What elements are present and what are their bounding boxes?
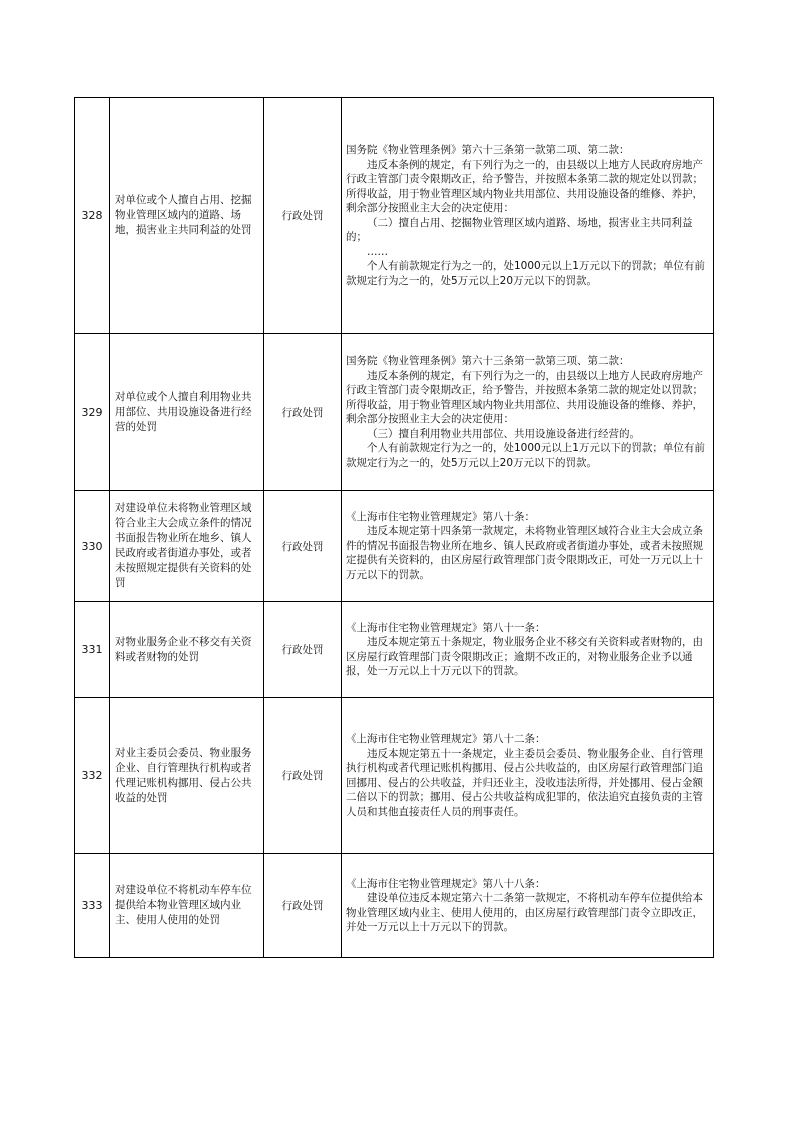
item-subject: 对建设单位不将机动车停车位提供给本物业管理区域内业主、使用人使用的处罚 <box>110 854 264 958</box>
basis-heading: 《上海市住宅物业管理规定》第八十一条： <box>346 621 546 634</box>
basis-paragraph: 个人有前款规定行为之一的，处1000元以上1万元以下的罚款；单位有前款规定行为之一的，处5万元以上20万元以下的罚款。 <box>346 260 705 287</box>
table-row <box>75 698 714 854</box>
item-number: 332 <box>75 698 110 854</box>
basis-heading: 国务院《物业管理条例》第六十三条第一款第二项、第二款： <box>346 144 630 156</box>
basis-ellipsis: …… <box>367 245 388 258</box>
item-kind: 行政处罚 <box>264 334 342 491</box>
penalty-table <box>74 97 714 958</box>
item-legal-basis <box>342 334 714 491</box>
basis-paragraph: 违反本条例的规定，有下列行为之一的，由县级以上地方人民政府房地产行政主管部门责令限期改正，给予警告，并按照本条第二款的规定处以罚款；所得收益，用于物业管理区域内物业共用部位、共用设施设备的维修、养护，剩余部分按照业主大会的决定使用： <box>346 158 703 214</box>
item-legal-basis <box>342 98 714 334</box>
item-legal-basis <box>342 602 714 698</box>
item-legal-basis <box>342 698 714 854</box>
item-subject: 对单位或个人擅自利用物业共用部位、共用设施设备进行经营的处罚 <box>110 334 264 491</box>
basis-paragraph: （三）擅自利用物业共用部位、共用设施设备进行经营的。 <box>367 427 640 440</box>
basis-heading: 《上海市住宅物业管理规定》第八十二条： <box>346 733 546 745</box>
item-number: 328 <box>75 98 110 334</box>
item-subject: 对物业服务企业不移交有关资料或者财物的处罚 <box>110 602 264 698</box>
item-legal-basis <box>342 491 714 602</box>
table-row <box>75 854 714 958</box>
basis-paragraph: 个人有前款规定行为之一的，处1000元以上1万元以下的罚款；单位有前款规定行为之一的，处5万元以上20万元以下的罚款。 <box>346 442 705 469</box>
basis-paragraph: 建设单位违反本规定第六十二条第一款规定，不将机动车停车位提供给本物业管理区域内业主、使用人使用的，由区房屋行政管理部门责令立即改正，并处一万元以上十万元以下的罚款。 <box>346 892 703 933</box>
basis-paragraph: 违反本规定第十四条第一款规定，未将物业管理区域符合业主大会成立条件的情况书面报告物业所在地乡、镇人民政府或者街道办事处，或者未按照规定提供有关资料的，由区房屋行政管理部门责令限期改正，可处一万元以上十万元以下的罚款。 <box>346 525 703 581</box>
item-subject: 对业主委员会委员、物业服务企业、自行管理执行机构或者代理记账机构挪用、侵占公共收益的处罚 <box>110 698 264 854</box>
basis-paragraph: 违反本规定第五十条规定，物业服务企业不移交有关资料或者财物的，由区房屋行政管理部门责令限期改正；逾期不改正的，对物业服务企业予以通报，处一万元以上十万元以下的罚款。 <box>346 636 703 677</box>
item-kind: 行政处罚 <box>264 602 342 698</box>
basis-paragraph: 违反本条例的规定，有下列行为之一的，由县级以上地方人民政府房地产行政主管部门责令限期改正，给予警告，并按照本条第二款的规定处以罚款；所得收益，用于物业管理区域内物业共用部位、共用设施设备的维修、养护，剩余部分按照业主大会的决定使用： <box>346 369 703 425</box>
item-kind: 行政处罚 <box>264 491 342 602</box>
item-subject: 对单位或个人擅自占用、挖掘物业管理区域内的道路、场地，损害业主共同利益的处罚 <box>110 98 264 334</box>
item-kind: 行政处罚 <box>264 698 342 854</box>
item-number: 331 <box>75 602 110 698</box>
basis-paragraph: 违反本规定第五十一条规定，业主委员会委员、物业服务企业、自行管理执行机构或者代理记账机构挪用、侵占公共收益的，由区房屋行政管理部门追回挪用、侵占的公共收益，并归还业主，没收违法所得，并处挪用、侵占金额二倍以下的罚款；挪用、侵占公共收益构成犯罪的，依法追究直接负责的主管人员和其他直接责任人员的刑事责任。 <box>346 747 703 818</box>
item-number: 330 <box>75 491 110 602</box>
table-row <box>75 491 714 602</box>
item-number: 333 <box>75 854 110 958</box>
table-row <box>75 602 714 698</box>
item-subject: 对建设单位未将物业管理区域符合业主大会成立条件的情况书面报告物业所在地乡、镇人民政府或者街道办事处，或者未按照规定提供有关资料的处罚 <box>110 491 264 602</box>
item-number: 329 <box>75 334 110 491</box>
basis-heading: 《上海市住宅物业管理规定》第八十条： <box>346 510 535 523</box>
basis-heading: 《上海市住宅物业管理规定》第八十八条： <box>346 877 546 890</box>
table-row <box>75 98 714 334</box>
basis-heading: 国务院《物业管理条例》第六十三条第一款第三项、第二款： <box>346 355 630 367</box>
basis-paragraph: （二）擅自占用、挖掘物业管理区域内道路、场地，损害业主共同利益的； <box>346 216 693 243</box>
table-row <box>75 334 714 491</box>
item-kind: 行政处罚 <box>264 98 342 334</box>
item-kind: 行政处罚 <box>264 854 342 958</box>
item-legal-basis <box>342 854 714 958</box>
